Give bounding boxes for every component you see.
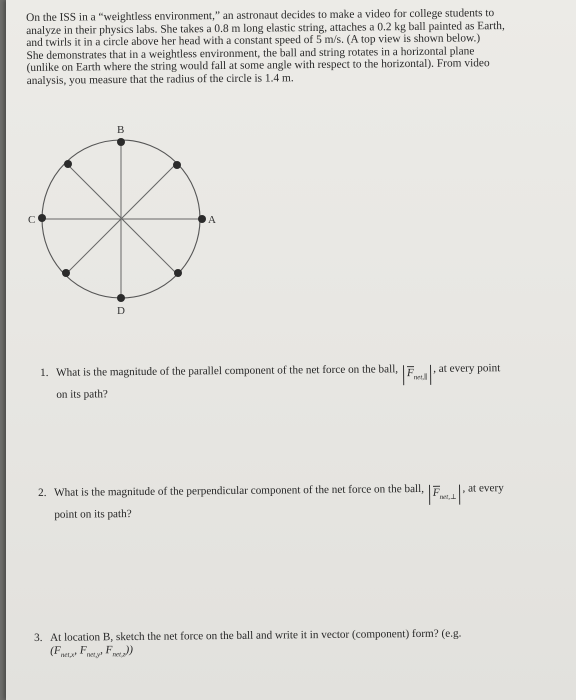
label-c: C (28, 214, 36, 226)
question-text-tail: , at every (462, 482, 504, 495)
ball-c (38, 214, 46, 222)
intro-line: She demonstrates that in a weightless environment, the ball and string rotates in a horizontal plane (26, 45, 475, 62)
vector-form-example: ($F_{net,x}$, $F_{net,y}$, $F_{net,z}$)) (50, 643, 134, 659)
intro-line: On the ISS in a “weightless environment,” an astronaut decides to make a video for college students to (26, 7, 495, 24)
ball-upper-right (173, 161, 181, 169)
question-2 (38, 482, 558, 523)
ball-lower-left (62, 269, 70, 277)
circle-top-view-figure (26, 122, 226, 322)
question-text: At location B, sketch the net force on the ball and write it in vector (component) form? (e.g. (49, 627, 462, 644)
ball-b (117, 138, 125, 146)
question-text: What is the magnitude of the perpendicular component of the net force on the ball, (53, 482, 425, 499)
problem-intro (26, 6, 575, 87)
question-1 (40, 362, 560, 403)
question-text-continued: point on its path? (54, 508, 132, 522)
intro-line: analysis, you measure that the radius of the circle is 1.4 m. (26, 72, 294, 87)
ball-d (117, 294, 125, 302)
magnitude-symbol: $F_{net,\perp}$ (429, 485, 461, 506)
ball-upper-left (64, 160, 72, 168)
intro-line: and twirls it in a circle above her head with a constant speed of 5 m/s. (A top view is shown below.) (26, 32, 481, 50)
intro-line: (unlike on Earth where the string would fall at some angle with respect to the horizontal). From video (26, 57, 490, 75)
question-text-continued: on its path? (56, 388, 108, 402)
label-a: A (208, 214, 216, 226)
question-number: 1. (40, 366, 49, 379)
worksheet-page (6, 0, 576, 700)
circle-diagram (26, 122, 226, 322)
label-d: D (117, 305, 125, 317)
question-number: 3. (34, 631, 43, 644)
question-number: 2. (38, 486, 47, 499)
question-3 (34, 626, 564, 662)
ball-a (198, 215, 206, 223)
magnitude-symbol: $F_{net,\parallel}$ (403, 365, 431, 385)
label-b: B (117, 124, 125, 136)
intro-line: analyze in their physics labs. She takes a 0.8 m long elastic string, attaches a 0.2 kg ball painted as Earth, (26, 19, 505, 37)
question-text-tail: , at every point (433, 362, 501, 375)
ball-lower-right (174, 269, 182, 277)
question-text: What is the magnitude of the parallel component of the net force on the ball, (55, 363, 399, 379)
